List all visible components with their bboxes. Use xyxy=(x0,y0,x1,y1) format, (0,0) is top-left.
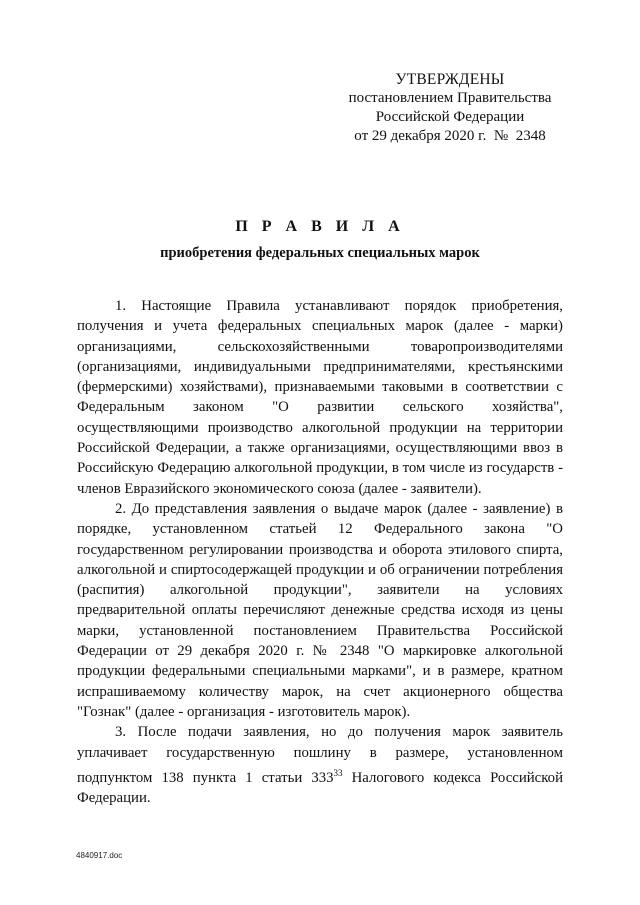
paragraph-3-tail: Налогового кодекса Российской Федерации. xyxy=(77,769,563,807)
approval-heading: УТВЕРЖДЕНЫ xyxy=(395,71,505,88)
paragraph-2: 2. До представления заявления о выдаче марок (далее - заявление) в порядке, установленном статьей 12 Федерального закона "О государственном регулировании производства и оборота этилового спирта, алкогольной и спиртосодержащей продукции и об ограничении потребления (распития) алкогольной продукции", заявители на условиях предварительной оплаты перечисляют денежные средства исходя из цены марки, установленной постановлением Правительства Российской Федерации от 29 декабря 2020 г. № 2348 "О маркировке алкогольной продукции федеральными специальными марками", и в размере, кратном испрашиваемому количеству марок, на счет акционерного общества "Гознак" (далее - организация - изготовитель марок). xyxy=(77,500,563,720)
document-title: П Р А В И Л А xyxy=(235,218,405,235)
approval-line-3: от 29 декабря 2020 г. № 2348 xyxy=(354,128,546,144)
approval-line-1: постановлением Правительства xyxy=(348,90,552,106)
approval-line-2: Российской Федерации xyxy=(375,109,525,125)
approval-stamp xyxy=(330,70,570,146)
paragraph-3 xyxy=(77,722,563,808)
article-superscript: 33 xyxy=(333,767,343,778)
file-name-footer: 4840917.doc xyxy=(76,851,123,860)
document-body xyxy=(77,296,563,808)
paragraph-1: 1. Настоящие Правила устанавливают порядок приобретения, получения и учета федеральных специальных марок (далее - марки) организациями, сельскохозяйственными товаропроизводителями (организациями, индивидуальными предпринимателями, крестьянскими (фермерскими) хозяйствами), признаваемыми таковыми в соответствии с Федеральным законом "О развитии сельского хозяйства", осуществляющими производство алкогольной продукции на территории Российской Федерации, а также организациями, осуществляющими ввоз в Российскую Федерацию алкогольной продукции, в том числе из государств - членов Евразийского экономического союза (далее - заявители). xyxy=(77,298,563,497)
document-subtitle: приобретения федеральных специальных марок xyxy=(160,245,480,261)
paragraph-3-text: 3. После подачи заявления, но до получения марок заявитель уплачивает государственную пошлину в размере, установленном подпунктом 138 пункта 1 статьи 333 xyxy=(77,724,563,786)
